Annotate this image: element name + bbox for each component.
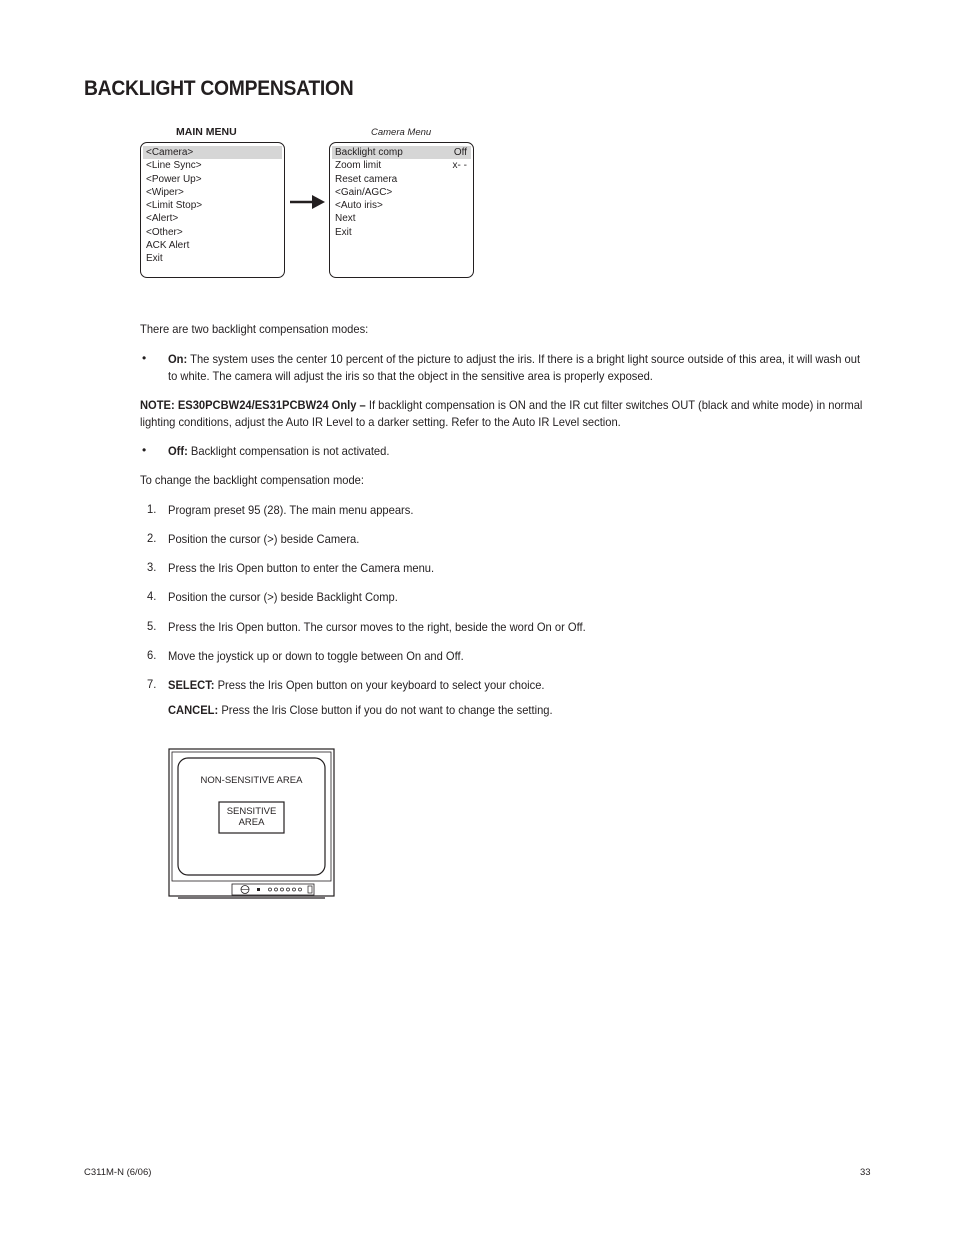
main-menu-item[interactable] [141,173,284,186]
main-menu-list [141,146,284,266]
camera-menu-heading: Camera Menu [371,127,432,138]
sensitive-area-label-1: SENSITIVE [226,806,277,817]
step-cancel [168,702,553,719]
camera-menu-item-label: <Gain/AGC> [335,186,393,198]
step-number: 5. [147,619,157,633]
main-menu-item[interactable] [141,252,284,265]
sensitive-area-label-2: AREA [238,817,265,828]
page-title: BACKLIGHT COMPENSATION [84,77,354,100]
main-menu-item-label: <Power Up> [146,173,202,185]
select-term: SELECT: [168,678,215,692]
main-menu-item[interactable] [141,212,284,225]
camera-menu-item[interactable] [330,212,473,225]
step-number: 4. [147,589,157,603]
main-menu-item-label: <Camera> [146,147,194,158]
camera-menu-item-label: Next [335,213,356,225]
camera-menu-box [329,142,474,278]
camera-menu-item-label: Zoom limit [335,160,382,172]
camera-menu-item[interactable] [332,146,471,159]
main-menu-item-label: <Line Sync> [146,160,202,172]
bullet-off-paragraph [168,443,389,460]
main-menu-item[interactable] [141,186,284,199]
intro-paragraph: There are two backlight compensation modes: [140,322,369,336]
step-number: 6. [147,648,157,662]
camera-menu-item-label: Backlight comp [335,147,403,158]
main-menu-item-label: <Alert> [146,213,179,225]
camera-menu-item-label: Exit [335,226,352,238]
main-menu-heading: MAIN MENU [176,126,237,138]
bullet-on-paragraph [168,351,870,385]
non-sensitive-area-label: NON-SENSITIVE AREA [200,775,303,786]
step-text: Move the joystick up or down to toggle between On and Off. [168,649,464,663]
camera-menu-item[interactable] [330,159,473,172]
bullet-on-term: On: [168,352,188,366]
step-number: 1. [147,502,157,516]
main-menu-item[interactable] [143,146,282,159]
bullet-off-term: Off: [168,444,188,458]
bullet-off-marker: • [142,443,147,457]
footer-page-number: 33 [860,1167,871,1178]
step-text: Position the cursor (>) beside Backlight Comp. [168,590,398,604]
step-select [168,677,545,694]
step-number: 3. [147,560,157,574]
arrow-right-icon [290,194,326,210]
bullet-on-marker: • [142,351,147,365]
camera-menu-item-value: Off [453,147,467,158]
step-text: Position the cursor (>) beside Camera. [168,532,360,546]
main-menu-box [140,142,285,278]
step-text: Press the Iris Open button. The cursor moves to the right, beside the word On or Off. [168,620,586,634]
footer-document-id: C311M-N (6/06) [84,1167,152,1178]
camera-menu-item-value: x- - [452,160,467,172]
camera-menu-item[interactable] [330,173,473,186]
step-number: 7. [147,677,157,691]
main-menu-item[interactable] [141,199,284,212]
camera-menu-item[interactable] [330,186,473,199]
bullet-off-text: Backlight compensation is not activated. [187,444,390,458]
main-menu-item[interactable] [141,159,284,172]
camera-menu-item[interactable] [330,226,473,239]
camera-menu-list [330,146,473,239]
main-menu-item-label: <Limit Stop> [146,200,203,212]
cancel-term: CANCEL: [168,703,219,717]
main-menu-item[interactable] [141,239,284,252]
camera-menu-item-label: <Auto iris> [335,200,383,212]
main-menu-item[interactable] [141,226,284,239]
main-menu-item-label: ACK Alert [146,240,190,252]
bullet-on-text: The system uses the center 10 percent of the picture to adjust the iris. If there is a bright light source outside of this area, it will wash out to white. The camera will adjust the iris so that the object in the sensitive area is properly exposed. [168,352,861,383]
step-text: Program preset 95 (28). The main menu appears. [168,503,414,517]
camera-menu-item-label: Reset camera [335,173,398,185]
main-menu-item-label: Exit [146,253,163,265]
note-paragraph [140,397,871,431]
step-number: 2. [147,531,157,545]
cancel-text: Press the Iris Close button if you do not want to change the setting. [218,703,553,717]
step-text: Press the Iris Open button to enter the Camera menu. [168,561,435,575]
main-menu-item-label: <Other> [146,226,183,238]
camera-menu-item[interactable] [330,199,473,212]
main-menu-item-label: <Wiper> [146,186,184,198]
note-term: NOTE: ES30PCBW24/ES31PCBW24 Only – [140,398,366,412]
note-text: If backlight compensation is ON and the IR cut filter switches OUT (black and white mode) in normal lighting conditions, adjust the Auto IR Level to a darker setting. Refer to the Auto IR Level section. [140,398,863,429]
select-text: Press the Iris Open button on your keyboard to select your choice. [214,678,545,692]
steps-intro: To change the backlight compensation mode: [140,473,364,487]
